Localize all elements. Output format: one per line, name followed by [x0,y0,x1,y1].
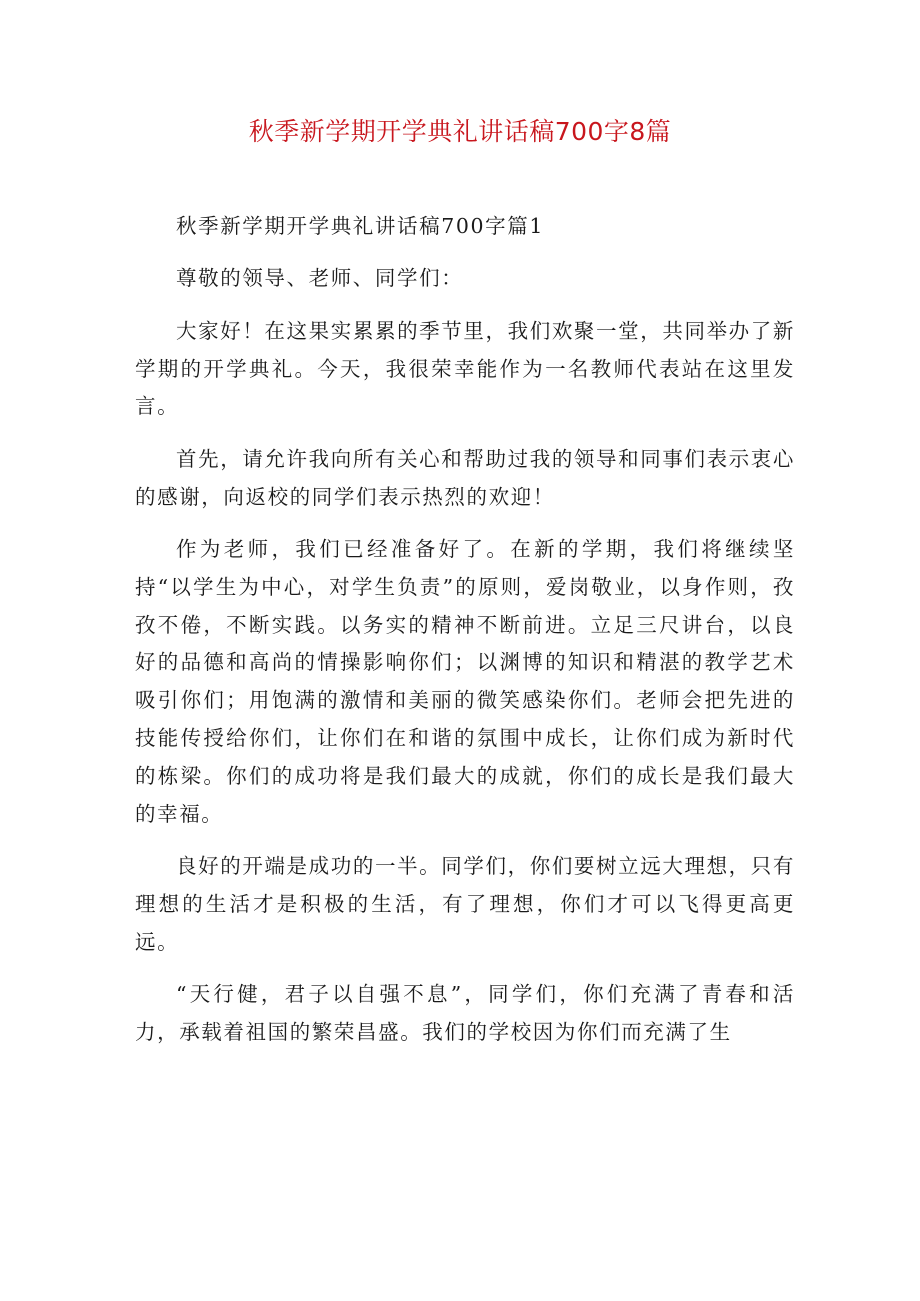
paragraph-teachers: 作为老师，我们已经准备好了。在新的学期，我们将继续坚持“以学生为中心，对学生负责”的原则，爱岗敬业，以身作则，孜孜不倦，不断实践。以务实的精神不断前进。立足三尺讲台，以良好的品德和高尚的情操影响你们；以渊博的知识和精湛的教学艺术吸引你们；用饱满的激情和美丽的微笑感染你们。老师会把先进的技能传授给你们，让你们在和谐的氛围中成长，让你们成为新时代的栋梁。你们的成功将是我们最大的成就，你们的成长是我们最大的幸福。 [135,536,795,826]
section-heading: 秋季新学期开学典礼讲话稿700字篇1 [176,214,544,238]
paragraph-ideals: 良好的开端是成功的一半。同学们，你们要树立远大理想，只有理想的生活才是积极的生活，有了理想，你们才可以飞得更高更远。 [135,853,795,954]
document-title: 秋季新学期开学典礼讲话稿700字8篇 [248,117,672,146]
document-body [135,208,795,1066]
paragraph-thanks: 首先，请允许我向所有关心和帮助过我的领导和同事们表示衷心的感谢，向返校的同学们表示热烈的欢迎！ [135,446,795,509]
paragraph-greeting: 大家好！在这果实累累的季节里，我们欢聚一堂，共同举办了新学期的开学典礼。今天，我很荣幸能作为一名教师代表站在这里发言。 [135,318,795,419]
salutation: 尊敬的领导、老师、同学们： [176,266,464,291]
paragraph-youth: “天行健，君子以自强不息”，同学们，你们充满了青春和活力，承载着祖国的繁荣昌盛。我们的学校因为你们而充满了生 [135,981,795,1044]
